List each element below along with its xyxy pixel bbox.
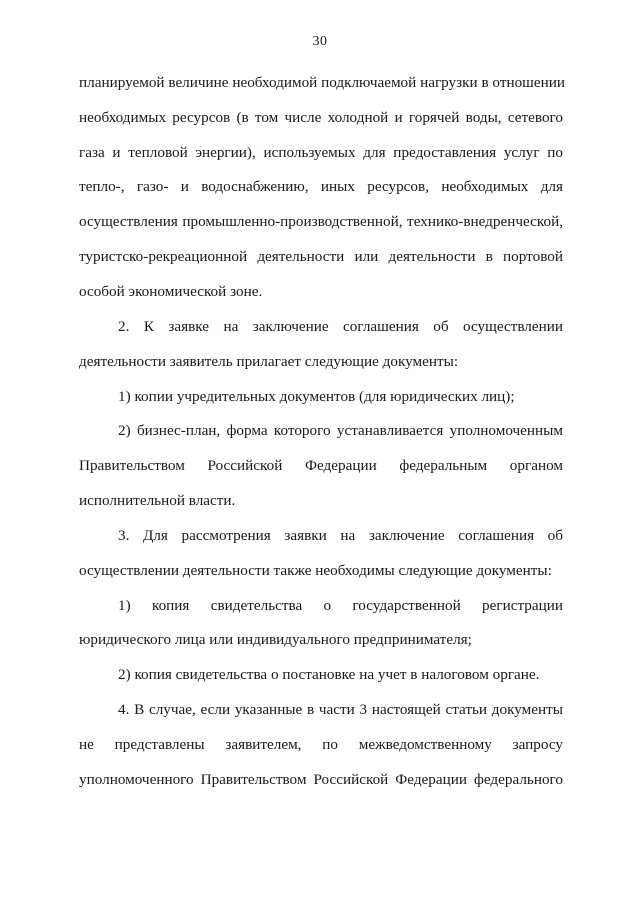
- text-line: деятельности заявитель прилагает следующие документы:: [79, 353, 459, 370]
- text-line: 2. К заявке на заключение соглашения об осуществлении: [118, 318, 563, 335]
- text-line: необходимых ресурсов (в том числе холодной и горячей воды, сетевого: [79, 109, 563, 126]
- text-line: 2) бизнес-план, форма которого устанавливается уполномоченным: [118, 422, 563, 439]
- text-line: тепло-, газо- и водоснабжению, иных ресурсов, необходимых для: [79, 178, 563, 195]
- text-line: особой экономической зоне.: [79, 283, 263, 300]
- text-line: планируемой величине необходимой подключаемой нагрузки в отношении: [79, 74, 565, 91]
- text-line: осуществления промышленно-производственной, технико-внедренческой,: [79, 213, 563, 230]
- text-line: 1) копия свидетельства о государственной регистрации: [118, 597, 563, 614]
- text-line: 1) копии учредительных документов (для юридических лиц);: [118, 388, 515, 405]
- text-line: осуществлении деятельности также необходимы следующие документы:: [79, 562, 552, 579]
- text-line: 2) копия свидетельства о постановке на учет в налоговом органе.: [118, 666, 540, 683]
- text-line: 3. Для рассмотрения заявки на заключение соглашения об: [118, 527, 563, 544]
- page-number: 30: [312, 34, 328, 49]
- text-line: туристско-рекреационной деятельности или деятельности в портовой: [79, 248, 563, 265]
- text-line: юридического лица или индивидуального предпринимателя;: [79, 631, 472, 648]
- text-line: Правительством Российской Федерации федеральным органом: [79, 457, 563, 474]
- text-line: газа и тепловой энергии), используемых для предоставления услуг по: [79, 144, 563, 161]
- text-line: не представлены заявителем, по межведомственному запросу: [79, 736, 563, 753]
- text-line: исполнительной власти.: [79, 492, 236, 509]
- text-line: 4. В случае, если указанные в части 3 настоящей статьи документы: [118, 701, 563, 718]
- text-line: уполномоченного Правительством Российской Федерации федерального: [79, 771, 563, 788]
